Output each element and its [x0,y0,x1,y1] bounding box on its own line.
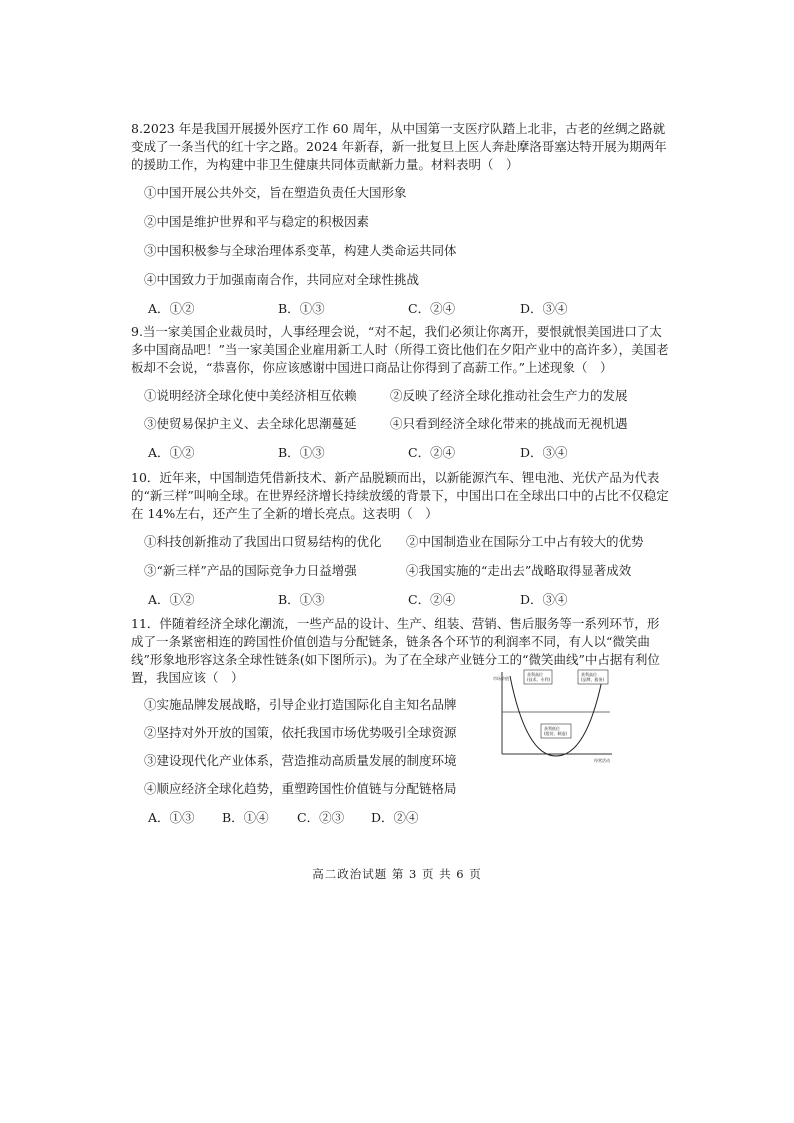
question-11-choice-d: D．②④ [371,810,419,825]
question-11-choice-c: C．②③ [297,810,345,825]
question-9-option-1: ①说明经济全球化使中美经济相互依赖 [144,388,357,403]
question-8-option-2: ②中国是维护世界和平与稳定的积极因素 [144,214,370,229]
question-9-option-2: ②反映了经济全球化推动社会生产力的发展 [390,388,628,403]
question-10-option-1: ①科技创新推动了我国出口贸易结构的优化 [144,534,382,549]
x-axis-label: 经营活动 [594,758,610,763]
question-11-option-1: ①实施品牌发展战略，引导企业打造国际化自主知名品牌 [144,697,457,712]
question-11-choice-a: A．①③ [148,810,195,825]
right-box-line-2: (品牌、服务) [581,677,605,682]
question-8-choice-d: D．③④ [520,301,568,316]
question-8-choice-b: B．①③ [278,301,325,316]
question-8-choice-c: C．②④ [408,301,456,316]
question-10-option-2: ②中国制造业在国际分工中占有较大的优势 [406,534,644,549]
page-footer: 高二政治试题 第 3 页 共 6 页 [312,867,482,881]
question-9-option-3: ③使贸易保护主义、去全球化思潮蔓延 [144,416,357,431]
bottom-box-line-1: 获利低位 [544,726,560,731]
question-10-choice-d: D．③④ [520,592,568,607]
question-8-option-1: ①中国开展公共外交，旨在塑造负责任大国形象 [144,185,407,200]
question-8-stem: 8.2023 年是我国开展援外医疗工作 60 周年，从中国第一支医疗队踏上北非，古老的丝绸之路就变成了一条当代的红十字之路。2024 年新春，新一批复旦上医人奔赴摩洛哥塞达特开展为期两年的援助工作，为构建中非卫生健康共同体贡献新力量。材料表明（ ） [131,121,667,172]
bottom-box-line-2: (组装、制造) [544,731,568,736]
smile-curve [510,676,602,756]
question-11-option-2: ②坚持对外开放的国策，依托我国市场优势吸引全球资源 [144,725,457,740]
left-box-line-2: (技术、专利) [527,677,551,682]
question-9-option-4: ④只看到经济全球化带来的挑战而无视机遇 [390,416,628,431]
question-9-stem: 9.当一家美国企业裁员时，人事经理会说，“对不起，我们必须让你离开，要恨就恨美国进口了太多中国商品吧！”当一家美国企业雇用新工人时（所得工资比他们在夕阳产业中的高许多），美国老板却不会说，“恭喜你，你应该感谢中国进口商品让你得到了高薪工作。”上述现象（ ） [131,324,669,375]
question-10-choice-c: C．②④ [408,592,456,607]
question-8 [131,120,671,174]
question-11-option-4: ④顺应经济全球化趋势，重塑跨国性价值链与分配链格局 [144,781,457,796]
question-8-option-3: ③中国积极参与全球治理体系变革，构建人类命运共同体 [144,243,457,258]
question-9-choice-c: C．②④ [408,445,456,460]
question-10-stem: 10．近年来，中国制造凭借新技术、新产品脱颖而出，以新能源汽车、锂电池、光伏产品为代表的“新三样”叫响全球。在世界经济增长持续放缓的背景下，中国出口在全球出口中的占比不仅稳定在 14%左右，还产生了全新的增长亮点。这表明（ ） [131,470,669,521]
question-10-option-3: ③“新三样”产品的国际竞争力日益增强 [144,563,357,578]
question-9-choice-b: B．①③ [278,445,325,460]
question-11-choice-b: B．①④ [222,810,269,825]
question-11-stem: 11．伴随着经济全球化潮流，一些产品的设计、生产、组装、营销、售后服务等一系列环节，形成了一条紧密相连的跨国性价值创造与分配链条，链条各个环节的利润率不同，有人以“微笑曲线”形象地形容这条全球性链条(如下图所示)。为了在全球产业链分工的“微笑曲线”中占据有利位置，我国应该（ ） [131,616,660,685]
question-8-option-4: ④中国致力于加强南南合作，共同应对全球性挑战 [144,272,420,287]
smile-curve-figure [490,666,625,771]
right-box-line-1: 获利高位 [581,672,597,677]
question-8-choice-a: A．①② [148,301,195,316]
question-9 [131,323,671,377]
left-box-line-1: 获利高位 [527,672,543,677]
question-11-option-3: ③建设现代化产业体系，营造推动高质量发展的制度环境 [144,753,457,768]
question-10-choice-b: B．①③ [278,592,325,607]
question-10-option-4: ④我国实施的“走出去”战略取得显著成效 [406,563,632,578]
question-9-choice-a: A．①② [148,445,195,460]
question-9-choice-d: D．③④ [520,445,568,460]
y-axis-label: 市场价值 [493,676,509,681]
question-10-choice-a: A．①② [148,592,195,607]
question-10 [131,469,671,523]
